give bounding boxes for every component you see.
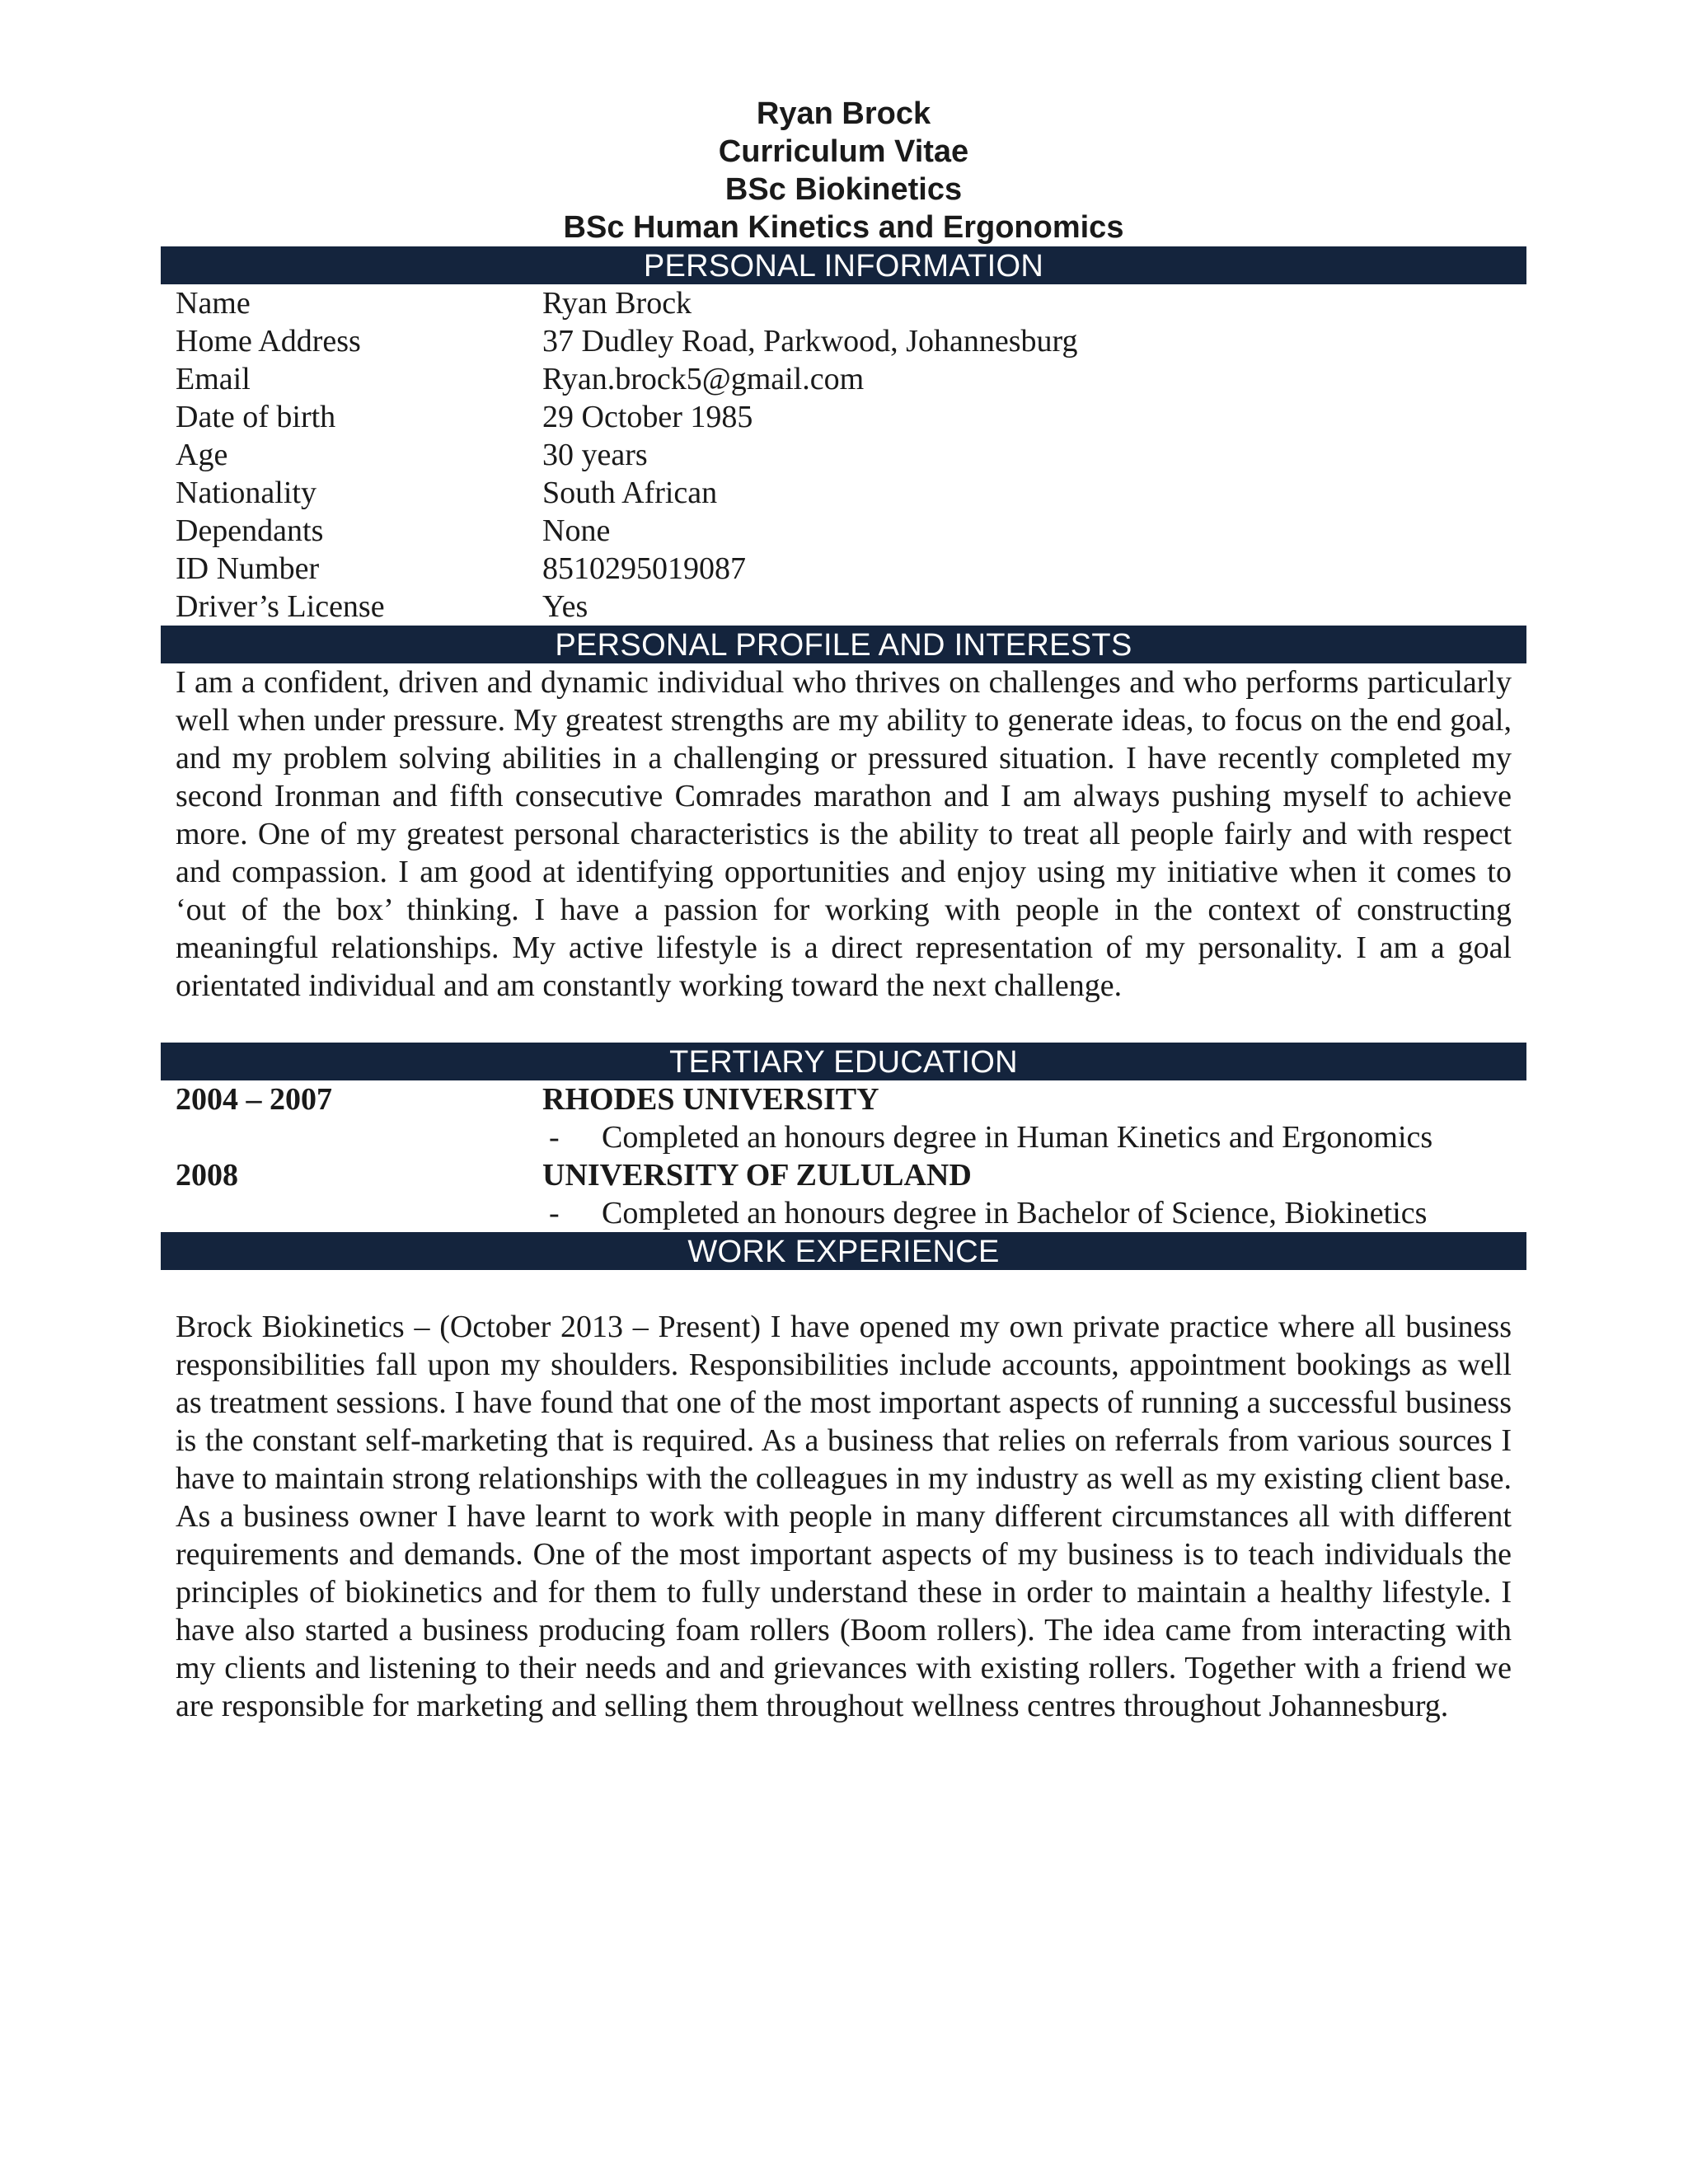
candidate-name: Ryan Brock xyxy=(756,96,931,131)
info-row-home-address xyxy=(161,322,1526,360)
degree-biokinetics: BSc Biokinetics xyxy=(724,172,963,207)
info-value: 29 October 1985 xyxy=(542,400,753,434)
education-entry-zululand xyxy=(161,1156,1526,1194)
document-title: Curriculum Vitae xyxy=(718,134,969,169)
info-row-email xyxy=(161,360,1526,398)
info-value: 37 Dudley Road, Parkwood, Johannesburg xyxy=(542,324,1078,359)
section-header-personal-information: PERSONAL INFORMATION xyxy=(161,246,1526,284)
spacer xyxy=(161,1005,1526,1043)
education-institution: RHODES UNIVERSITY xyxy=(542,1082,879,1117)
info-value: None xyxy=(542,513,611,548)
bullet-dash: - xyxy=(549,1196,560,1230)
education-years: 2008 xyxy=(176,1158,238,1193)
work-experience-paragraph: Brock Biokinetics – (October 2013 – Present) I have opened my own private practice where all business responsibilities fall upon my shoulders. Responsibilities include accounts, appointment bookings as well as treatment sessions. I have found that one of the most important aspects of running a successful business is the constant self-marketing that is required. As a business that relies on referrals from various sources I have to maintain strong relationships with the colleagues in my industry as well as my existing client base. As a business owner I have learnt to work with people in many different circumstances all with different requirements and demands. One of the most important aspects of my business is to teach individuals the principles of biokinetics and for them to fully understand these in order to maintain a healthy lifestyle. I have also started a business producing foam rollers (Boom rollers). The idea came from interacting with my clients and listening to their needs and and grievances with existing rollers. Together with a friend we are responsible for marketing and selling them throughout wellness centres throughout Johannesburg. xyxy=(176,1310,1512,1723)
info-label: Dependants xyxy=(176,513,324,548)
info-value: Ryan Brock xyxy=(542,286,692,321)
info-label: Age xyxy=(176,438,228,472)
bullet-dash: - xyxy=(549,1120,560,1155)
education-detail-zululand xyxy=(161,1194,1526,1232)
info-label: Email xyxy=(176,362,251,396)
info-value: Ryan.brock5@gmail.com xyxy=(542,362,865,396)
info-row-date-of-birth xyxy=(161,398,1526,436)
section-header-personal-profile: PERSONAL PROFILE AND INTERESTS xyxy=(161,626,1526,663)
info-row-dependants xyxy=(161,512,1526,550)
info-row-nationality xyxy=(161,474,1526,512)
info-value: 30 years xyxy=(542,438,648,472)
info-value: Yes xyxy=(542,589,588,624)
info-label: Home Address xyxy=(176,324,361,359)
education-entry-rhodes xyxy=(161,1080,1526,1118)
info-label: Date of birth xyxy=(176,400,336,434)
education-detail-rhodes xyxy=(161,1118,1526,1156)
info-label: Name xyxy=(176,286,251,321)
info-label: ID Number xyxy=(176,551,320,586)
degree-human-kinetics: BSc Human Kinetics and Ergonomics xyxy=(563,210,1124,245)
education-institution: UNIVERSITY OF ZULULAND xyxy=(542,1158,972,1193)
education-description: Completed an honours degree in Human Kinetics and Ergonomics xyxy=(602,1120,1433,1155)
cv-header xyxy=(161,95,1526,246)
education-description: Completed an honours degree in Bachelor of Science, Biokinetics xyxy=(602,1196,1428,1230)
section-header-tertiary-education: TERTIARY EDUCATION xyxy=(161,1043,1526,1080)
info-row-name xyxy=(161,284,1526,322)
personal-info-table xyxy=(161,284,1526,626)
education-list xyxy=(161,1080,1526,1232)
spacer xyxy=(161,1270,1526,1308)
info-row-id-number xyxy=(161,550,1526,588)
info-label: Driver’s License xyxy=(176,589,385,624)
info-value: South African xyxy=(542,476,718,510)
profile-paragraph: I am a confident, driven and dynamic individual who thrives on challenges and who performs particularly well when under pressure. My greatest strengths are my ability to generate ideas, to focus on the end goal, and my problem solving abilities in a challenging or pressured situation. I have recently completed my second Ironman and fifth consecutive Comrades marathon and I am always pushing myself to achieve more. One of my greatest personal characteristics is the ability to treat all people fairly and with respect and compassion. I am good at identifying opportunities and enjoy using my initiative when it comes to ‘out of the box’ thinking. I have a passion for working with people in the context of constructing meaningful relationships. My active lifestyle is a direct representation of my personality. I am a goal orientated individual and am constantly working toward the next challenge. xyxy=(176,665,1512,1003)
info-row-drivers-license xyxy=(161,588,1526,626)
info-label: Nationality xyxy=(176,476,316,510)
info-row-age xyxy=(161,436,1526,474)
education-years: 2004 – 2007 xyxy=(176,1082,332,1117)
section-header-work-experience: WORK EXPERIENCE xyxy=(161,1232,1526,1270)
info-value: 8510295019087 xyxy=(542,551,746,586)
cv-page xyxy=(161,95,1526,1725)
